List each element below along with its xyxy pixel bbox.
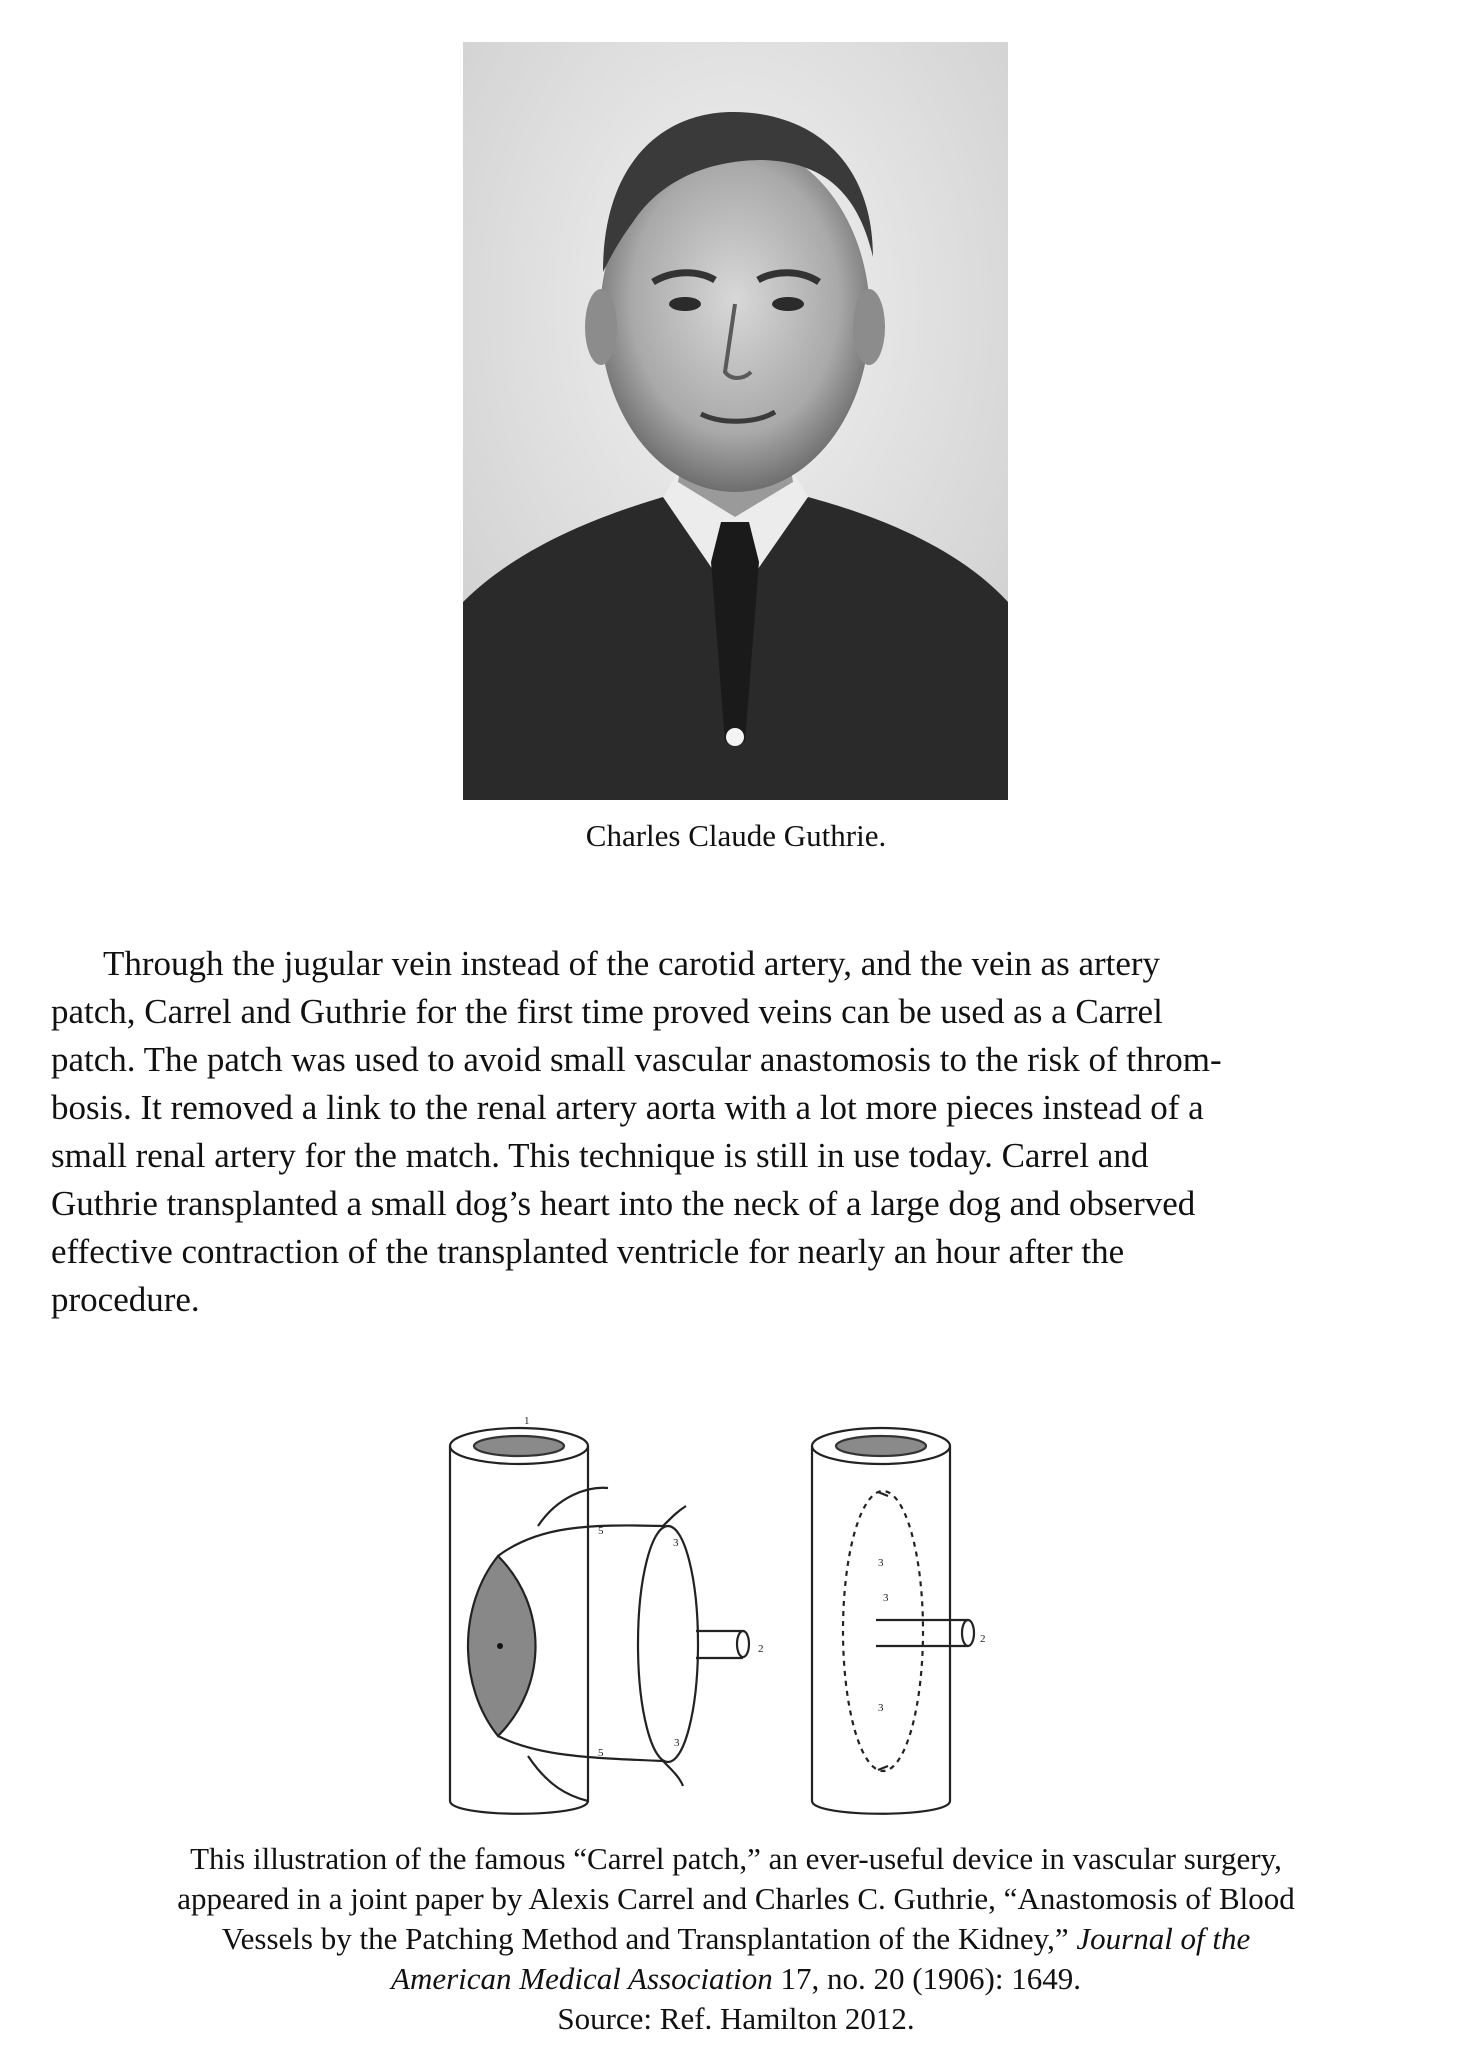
carrel-patch-drawing bbox=[438, 1406, 1046, 1826]
carrel-patch-illustration bbox=[438, 1406, 1046, 1826]
body-line: effective contraction of the transplanted ventricle for nearly an hour after the bbox=[51, 1232, 1125, 1271]
label-three-b: 3 bbox=[674, 1737, 680, 1749]
label-three-a: 3 bbox=[673, 1537, 679, 1549]
label-three-d: 3 bbox=[878, 1702, 884, 1714]
journal-title-part1: Journal of the bbox=[1076, 1921, 1251, 1956]
portrait-photo bbox=[463, 42, 1008, 800]
caption-line-3-text: Vessels by the Patching Method and Transplantation of the Kidney,” bbox=[221, 1921, 1077, 1956]
sewn-patch bbox=[843, 1491, 923, 1771]
journal-title-part2: American Medical Association bbox=[391, 1961, 773, 1996]
patch-lower-suture bbox=[498, 1736, 683, 1786]
portrait-caption: Charles Claude Guthrie. bbox=[585, 818, 887, 853]
body-line: small renal artery for the match. This technique is still in use today. Carrel and bbox=[51, 1136, 1149, 1175]
patch-disc bbox=[638, 1526, 698, 1762]
citation-details: 17, no. 20 (1906): 1649. bbox=[772, 1961, 1081, 1996]
caption-line-4 bbox=[40, 1959, 1432, 1999]
body-paragraph bbox=[51, 940, 1435, 1324]
right-vessel-outline bbox=[812, 1446, 950, 1814]
caption-source: Source: Ref. Hamilton 2012. bbox=[557, 2001, 915, 2036]
body-line: patch. The patch was used to avoid small vascular anastomosis to the risk of throm- bbox=[51, 1040, 1222, 1079]
caption-line-3 bbox=[40, 1919, 1432, 1959]
body-line: bosis. It removed a link to the renal artery aorta with a lot more pieces instead of a bbox=[51, 1088, 1204, 1127]
label-one: 1 bbox=[524, 1415, 530, 1427]
label-five-a: 5 bbox=[598, 1525, 604, 1537]
body-line: patch, Carrel and Guthrie for the first time proved veins can be used as a Carrel bbox=[51, 992, 1163, 1031]
body-line: Through the jugular vein instead of the carotid artery, and the vein as artery bbox=[103, 944, 1161, 983]
label-two-right: 2 bbox=[980, 1633, 986, 1645]
label-three-c: 3 bbox=[878, 1557, 884, 1569]
portrait-image bbox=[463, 42, 1008, 800]
body-line: Guthrie transplanted a small dog’s heart into the neck of a large dog and observed bbox=[51, 1184, 1196, 1223]
body-line: procedure. bbox=[51, 1280, 200, 1319]
label-three-e: 3 bbox=[883, 1592, 889, 1604]
caption-line-2: appeared in a joint paper by Alexis Carrel and Charles C. Guthrie, “Anastomosis of Blood bbox=[177, 1881, 1295, 1916]
caption-line-1: This illustration of the famous “Carrel patch,” an ever-useful device in vascular surgery, bbox=[190, 1841, 1282, 1876]
label-five-b: 5 bbox=[598, 1747, 604, 1759]
label-two-left: 2 bbox=[758, 1643, 764, 1655]
figure-caption bbox=[40, 1839, 1432, 2039]
